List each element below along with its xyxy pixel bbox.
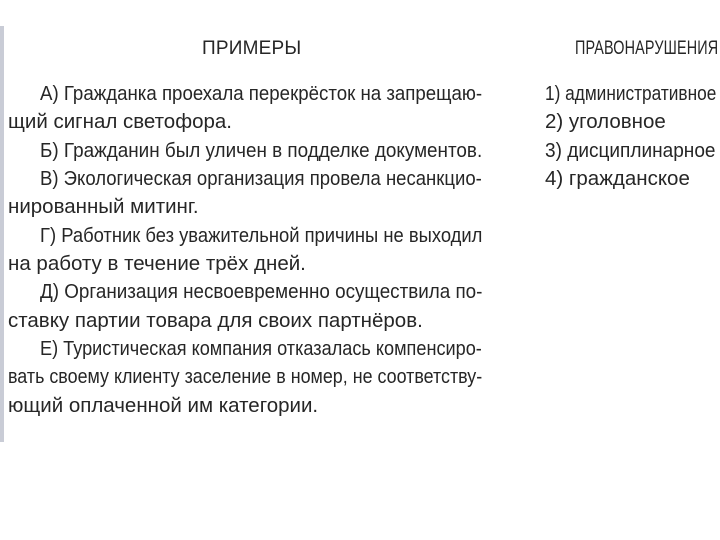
examples-column-title: ПРИМЕРЫ bbox=[202, 38, 302, 59]
example-a-line-2: щий сигнал светофора. bbox=[8, 110, 232, 133]
example-g-line-2: на работу в течение трёх дней. bbox=[8, 252, 306, 275]
example-a-line-1: А) Гражданка проехала перекрёсток на запрещаю- bbox=[40, 82, 483, 105]
example-c-line-2: нированный митинг. bbox=[8, 195, 199, 218]
offence-item: 1) административное bbox=[545, 82, 717, 105]
example-d-line-2: ставку партии товара для своих партнёров. bbox=[8, 309, 423, 332]
example-e-line-1: Е) Туристическая компания отказалась компенсиро- bbox=[40, 337, 482, 360]
example-d-line-1: Д) Организация несвоевременно осуществила по- bbox=[40, 280, 483, 303]
example-b-line-1: Б) Гражданин был уличен в подделке документов. bbox=[40, 139, 483, 162]
offence-item: 3) дисциплинарное bbox=[545, 139, 716, 162]
offence-item: 4) гражданское bbox=[545, 167, 690, 190]
example-c-line-1: В) Экологическая организация провела несанкцио- bbox=[40, 167, 482, 190]
example-e-line-3: ющий оплаченной им категории. bbox=[8, 394, 319, 417]
example-g-line-1: Г) Работник без уважительной причины не выходил bbox=[40, 224, 483, 247]
offence-item: 2) уголовное bbox=[545, 110, 666, 133]
example-e-line-2: вать своему клиенту заселение в номер, не соответству- bbox=[8, 365, 483, 388]
offences-column-title: ПРАВОНАРУШЕНИЯ bbox=[575, 38, 719, 59]
